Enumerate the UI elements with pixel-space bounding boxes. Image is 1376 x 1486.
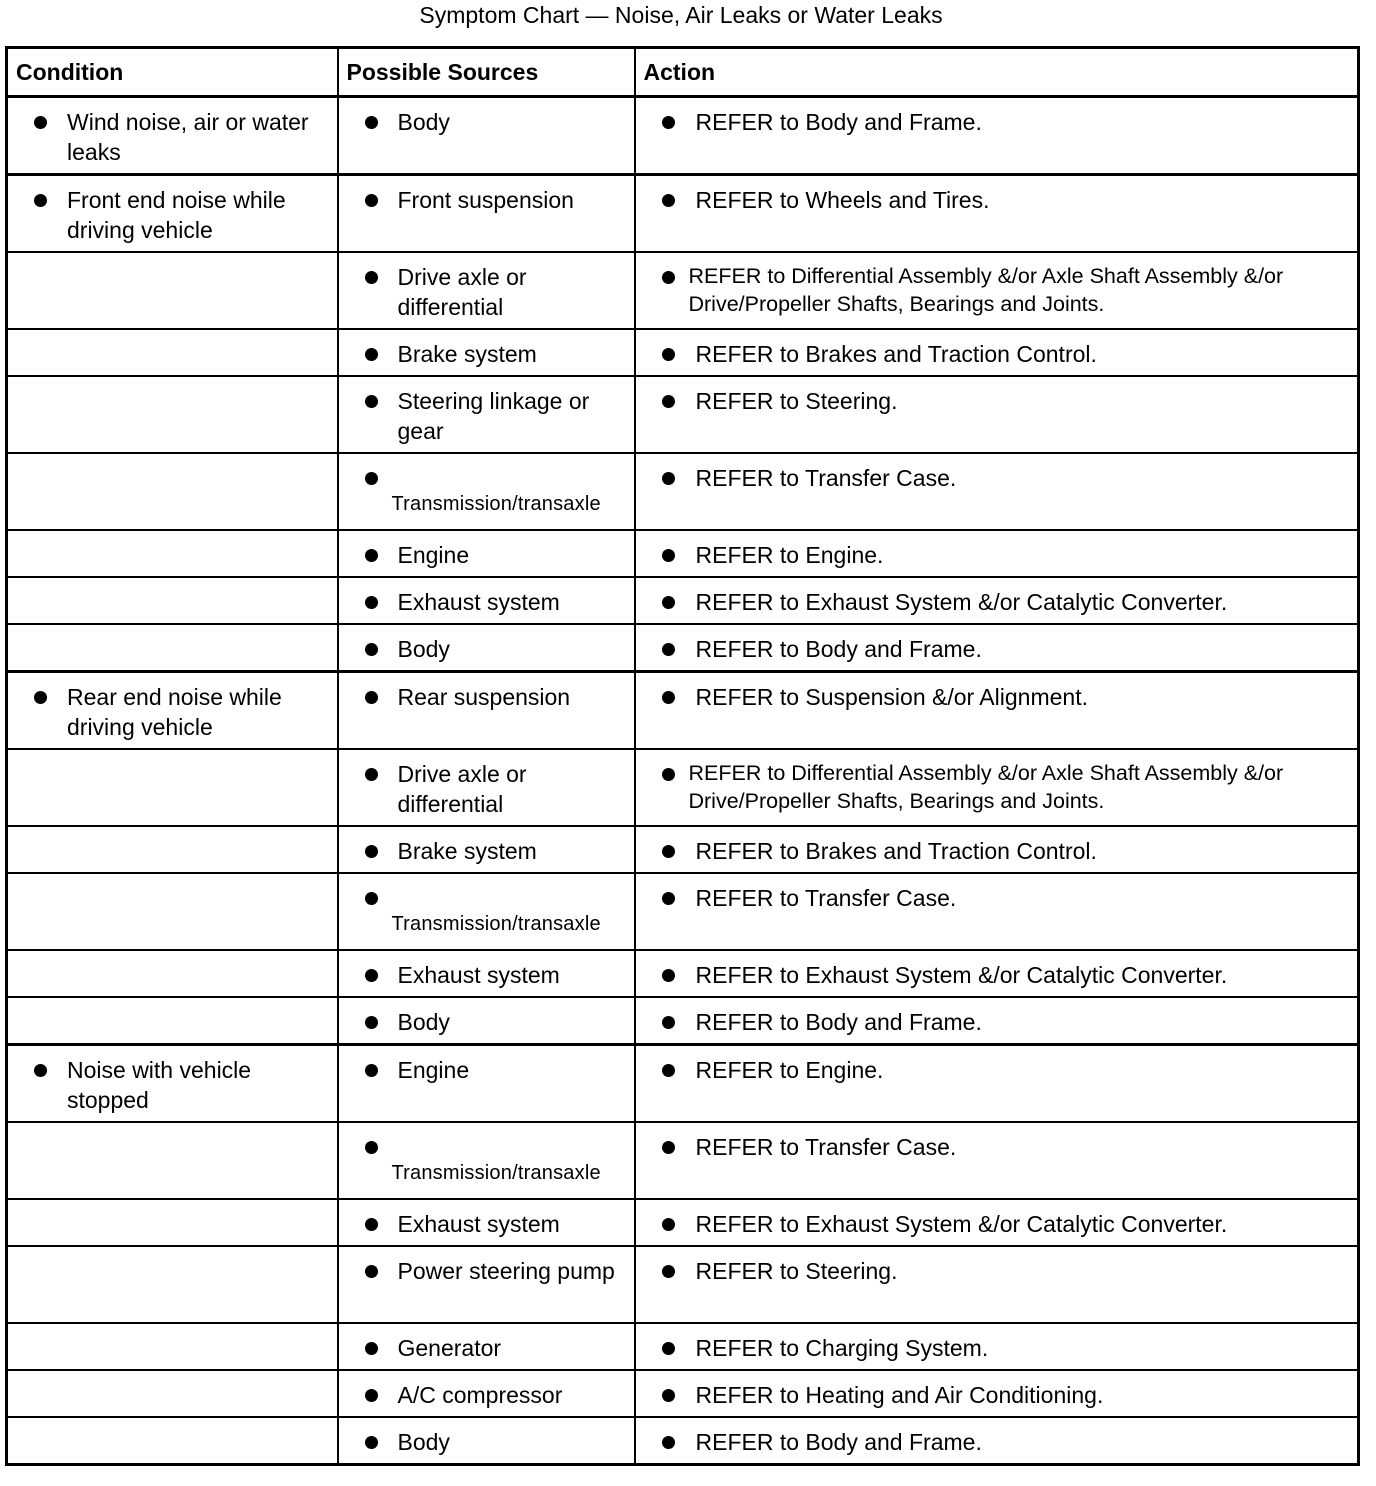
action-item	[636, 454, 1358, 493]
source-text: Body	[397, 109, 450, 135]
action-text: REFER to Engine.	[695, 1057, 884, 1083]
condition-cell	[7, 1199, 338, 1246]
action-item	[636, 578, 1358, 617]
bullet-icon	[365, 348, 378, 361]
table-row	[7, 1323, 1359, 1370]
action-text: REFER to Transfer Case.	[695, 1134, 957, 1160]
source-text: Drive axle or differential	[397, 264, 527, 320]
action-item	[636, 1200, 1358, 1239]
bullet-icon	[662, 395, 675, 408]
bullet-icon	[365, 1389, 378, 1402]
bullet-icon	[365, 395, 378, 408]
action-text: REFER to Brakes and Traction Control.	[695, 341, 1097, 367]
table-row	[7, 252, 1359, 329]
bullet-icon	[662, 1265, 675, 1278]
source-cell	[338, 175, 635, 253]
table-row	[7, 1370, 1359, 1417]
bullet-icon	[365, 194, 378, 207]
action-item	[636, 625, 1358, 664]
bullet-icon	[662, 194, 675, 207]
action-cell	[635, 329, 1359, 376]
action-cell	[635, 1045, 1359, 1123]
table-row	[7, 1417, 1359, 1465]
source-text: Drive axle or differential	[397, 761, 527, 817]
bullet-icon	[662, 892, 675, 905]
action-cell	[635, 826, 1359, 873]
action-text: REFER to Wheels and Tires.	[695, 187, 990, 213]
table-row	[7, 950, 1359, 997]
source-item	[339, 454, 634, 519]
bullet-icon	[365, 969, 378, 982]
bullet-icon	[365, 768, 378, 781]
condition-cell	[7, 329, 338, 376]
source-item	[339, 951, 634, 990]
source-text: Body	[397, 1429, 450, 1455]
source-cell	[338, 624, 635, 672]
action-text: REFER to Body and Frame.	[695, 1429, 982, 1455]
action-item	[636, 827, 1358, 866]
bullet-icon	[662, 768, 675, 781]
bullet-icon	[365, 1141, 378, 1154]
action-text: REFER to Differential Assembly &/or Axle Shaft Assembly &/or Drive/Propeller Shafts, Bearings and Joints.	[688, 761, 1284, 813]
table-row	[7, 376, 1359, 453]
condition-cell	[7, 97, 338, 175]
bullet-icon	[365, 1016, 378, 1029]
action-text: REFER to Transfer Case.	[695, 465, 957, 491]
source-cell	[338, 1417, 635, 1465]
table-row	[7, 530, 1359, 577]
bullet-icon	[662, 549, 675, 562]
condition-item	[8, 1046, 337, 1115]
bullet-icon	[662, 1064, 675, 1077]
bullet-icon	[662, 1342, 675, 1355]
bullet-icon	[365, 1064, 378, 1077]
action-cell	[635, 453, 1359, 530]
action-cell	[635, 1246, 1359, 1323]
table-row	[7, 749, 1359, 826]
action-cell	[635, 577, 1359, 624]
source-item	[339, 1418, 634, 1457]
action-item	[636, 377, 1358, 416]
action-cell	[635, 376, 1359, 453]
symptom-table	[5, 46, 1360, 1466]
condition-cell	[7, 453, 338, 530]
bullet-icon	[662, 845, 675, 858]
action-text: REFER to Exhaust System &/or Catalytic Converter.	[695, 962, 1228, 988]
bullet-icon	[662, 1436, 675, 1449]
source-item	[339, 531, 634, 570]
source-item	[339, 253, 634, 322]
source-item	[339, 827, 634, 866]
source-cell	[338, 997, 635, 1045]
header-action: Action	[635, 48, 1359, 97]
table-row	[7, 1122, 1359, 1199]
action-item	[636, 98, 1358, 137]
action-cell	[635, 1417, 1359, 1465]
header-condition: Condition	[7, 48, 338, 97]
source-text: Exhaust system	[397, 1211, 560, 1237]
source-text: A/C compressor	[397, 1382, 563, 1408]
source-item	[339, 998, 634, 1037]
condition-cell	[7, 530, 338, 577]
condition-text: Wind noise, air or water leaks	[67, 109, 309, 165]
bullet-icon	[662, 1016, 675, 1029]
source-text: Engine	[397, 542, 470, 568]
bullet-icon	[365, 1342, 378, 1355]
action-item	[636, 1418, 1358, 1457]
source-item	[339, 874, 634, 939]
action-cell	[635, 624, 1359, 672]
source-text: Generator	[397, 1335, 502, 1361]
action-item	[636, 1046, 1358, 1085]
bullet-icon	[365, 596, 378, 609]
source-text: Front suspension	[397, 187, 574, 213]
bullet-icon	[34, 1064, 47, 1077]
header-row	[7, 48, 1359, 97]
bullet-icon	[365, 691, 378, 704]
condition-cell	[7, 1370, 338, 1417]
source-cell	[338, 1122, 635, 1199]
source-text: Exhaust system	[397, 589, 560, 615]
action-item	[636, 253, 1358, 318]
action-item	[636, 176, 1358, 215]
bullet-icon	[662, 691, 675, 704]
condition-cell	[7, 1246, 338, 1323]
source-cell	[338, 252, 635, 329]
action-item	[636, 1324, 1358, 1363]
action-text: REFER to Body and Frame.	[695, 109, 982, 135]
condition-cell	[7, 252, 338, 329]
bullet-icon	[662, 969, 675, 982]
source-cell	[338, 577, 635, 624]
source-text: Exhaust system	[397, 962, 560, 988]
chart-title: Symptom Chart — Noise, Air Leaks or Water Leaks	[419, 2, 943, 28]
bullet-icon	[365, 116, 378, 129]
condition-text: Rear end noise while driving vehicle	[67, 684, 282, 740]
source-cell	[338, 873, 635, 950]
source-item	[339, 1247, 634, 1286]
action-text: REFER to Exhaust System &/or Catalytic Converter.	[695, 1211, 1228, 1237]
condition-cell	[7, 950, 338, 997]
source-item	[339, 98, 634, 137]
action-text: REFER to Transfer Case.	[695, 885, 957, 911]
condition-text: Noise with vehicle stopped	[67, 1057, 252, 1113]
action-text: REFER to Body and Frame.	[695, 1009, 982, 1035]
action-text: REFER to Suspension &/or Alignment.	[695, 684, 1088, 710]
source-text: Power steering pump	[397, 1258, 615, 1284]
bullet-icon	[34, 194, 47, 207]
action-item	[636, 673, 1358, 712]
source-cell	[338, 97, 635, 175]
bullet-icon	[34, 116, 47, 129]
condition-cell	[7, 997, 338, 1045]
table-row	[7, 1045, 1359, 1123]
action-text: REFER to Engine.	[695, 542, 884, 568]
table-row	[7, 624, 1359, 672]
condition-cell	[7, 672, 338, 750]
table-row	[7, 453, 1359, 530]
bullet-icon	[365, 643, 378, 656]
action-cell	[635, 1323, 1359, 1370]
condition-cell	[7, 1122, 338, 1199]
action-item	[636, 531, 1358, 570]
action-cell	[635, 950, 1359, 997]
source-text: Body	[397, 636, 450, 662]
table-row	[7, 997, 1359, 1045]
condition-cell	[7, 1045, 338, 1123]
bullet-icon	[662, 271, 675, 284]
action-cell	[635, 97, 1359, 175]
source-cell	[338, 1199, 635, 1246]
source-text: Steering linkage or gear	[397, 388, 590, 444]
bullet-icon	[662, 596, 675, 609]
condition-cell	[7, 826, 338, 873]
source-text: Body	[397, 1009, 450, 1035]
action-text: REFER to Differential Assembly &/or Axle Shaft Assembly &/or Drive/Propeller Shafts, Bearings and Joints.	[688, 264, 1284, 316]
action-cell	[635, 175, 1359, 253]
source-cell	[338, 329, 635, 376]
bullet-icon	[662, 472, 675, 485]
condition-cell	[7, 749, 338, 826]
condition-item	[8, 98, 337, 167]
source-text: Rear suspension	[397, 684, 571, 710]
action-cell	[635, 1199, 1359, 1246]
table-row	[7, 873, 1359, 950]
source-cell	[338, 376, 635, 453]
action-text: REFER to Brakes and Traction Control.	[695, 838, 1097, 864]
table-row	[7, 672, 1359, 750]
action-item	[636, 1123, 1358, 1162]
source-cell	[338, 453, 635, 530]
source-item	[339, 578, 634, 617]
source-item	[339, 1046, 634, 1085]
source-item	[339, 625, 634, 664]
action-text: REFER to Steering.	[695, 1258, 898, 1284]
action-cell	[635, 252, 1359, 329]
source-text: Brake system	[397, 838, 537, 864]
action-item	[636, 874, 1358, 913]
bullet-icon	[34, 691, 47, 704]
bullet-icon	[365, 1436, 378, 1449]
source-item	[339, 673, 634, 712]
source-text: Transmission/transaxle	[391, 1162, 601, 1184]
action-item	[636, 998, 1358, 1037]
source-cell	[338, 530, 635, 577]
action-text: REFER to Exhaust System &/or Catalytic Converter.	[695, 589, 1228, 615]
bullet-icon	[365, 1218, 378, 1231]
source-cell	[338, 826, 635, 873]
table-row	[7, 1199, 1359, 1246]
source-item	[339, 377, 634, 446]
table-row	[7, 1246, 1359, 1323]
action-item	[636, 1247, 1358, 1286]
bullet-icon	[662, 1389, 675, 1402]
bullet-icon	[662, 1141, 675, 1154]
table-row	[7, 175, 1359, 253]
action-cell	[635, 749, 1359, 826]
bullet-icon	[662, 348, 675, 361]
action-item	[636, 750, 1358, 815]
source-item	[339, 1371, 634, 1410]
action-item	[636, 951, 1358, 990]
condition-cell	[7, 175, 338, 253]
action-text: REFER to Heating and Air Conditioning.	[695, 1382, 1104, 1408]
source-cell	[338, 1370, 635, 1417]
source-text: Engine	[397, 1057, 470, 1083]
condition-cell	[7, 376, 338, 453]
bullet-icon	[662, 116, 675, 129]
table-row	[7, 329, 1359, 376]
source-cell	[338, 749, 635, 826]
action-text: REFER to Charging System.	[695, 1335, 989, 1361]
action-cell	[635, 1122, 1359, 1199]
bullet-icon	[662, 1218, 675, 1231]
source-item	[339, 176, 634, 215]
bullet-icon	[365, 472, 378, 485]
condition-cell	[7, 624, 338, 672]
source-cell	[338, 672, 635, 750]
source-cell	[338, 1323, 635, 1370]
action-cell	[635, 997, 1359, 1045]
table-body	[7, 97, 1359, 1465]
table-row	[7, 577, 1359, 624]
header-possible-sources: Possible Sources	[338, 48, 635, 97]
source-text: Brake system	[397, 341, 537, 367]
source-cell	[338, 950, 635, 997]
bullet-icon	[365, 549, 378, 562]
condition-cell	[7, 577, 338, 624]
condition-cell	[7, 873, 338, 950]
bullet-icon	[365, 845, 378, 858]
source-cell	[338, 1246, 635, 1323]
source-text: Transmission/transaxle	[391, 493, 601, 515]
action-item	[636, 1371, 1358, 1410]
bullet-icon	[662, 643, 675, 656]
source-item	[339, 330, 634, 369]
source-item	[339, 750, 634, 819]
table-row	[7, 97, 1359, 175]
source-text: Transmission/transaxle	[391, 913, 601, 935]
condition-item	[8, 176, 337, 245]
bullet-icon	[365, 892, 378, 905]
condition-item	[8, 673, 337, 742]
action-cell	[635, 672, 1359, 750]
action-cell	[635, 873, 1359, 950]
source-item	[339, 1324, 634, 1363]
table-row	[7, 826, 1359, 873]
source-item	[339, 1123, 634, 1188]
condition-cell	[7, 1417, 338, 1465]
bullet-icon	[365, 271, 378, 284]
bullet-icon	[365, 1265, 378, 1278]
condition-cell	[7, 1323, 338, 1370]
action-item	[636, 330, 1358, 369]
source-item	[339, 1200, 634, 1239]
condition-text: Front end noise while driving vehicle	[67, 187, 286, 243]
action-cell	[635, 1370, 1359, 1417]
action-cell	[635, 530, 1359, 577]
action-text: REFER to Body and Frame.	[695, 636, 982, 662]
action-text: REFER to Steering.	[695, 388, 898, 414]
source-cell	[338, 1045, 635, 1123]
